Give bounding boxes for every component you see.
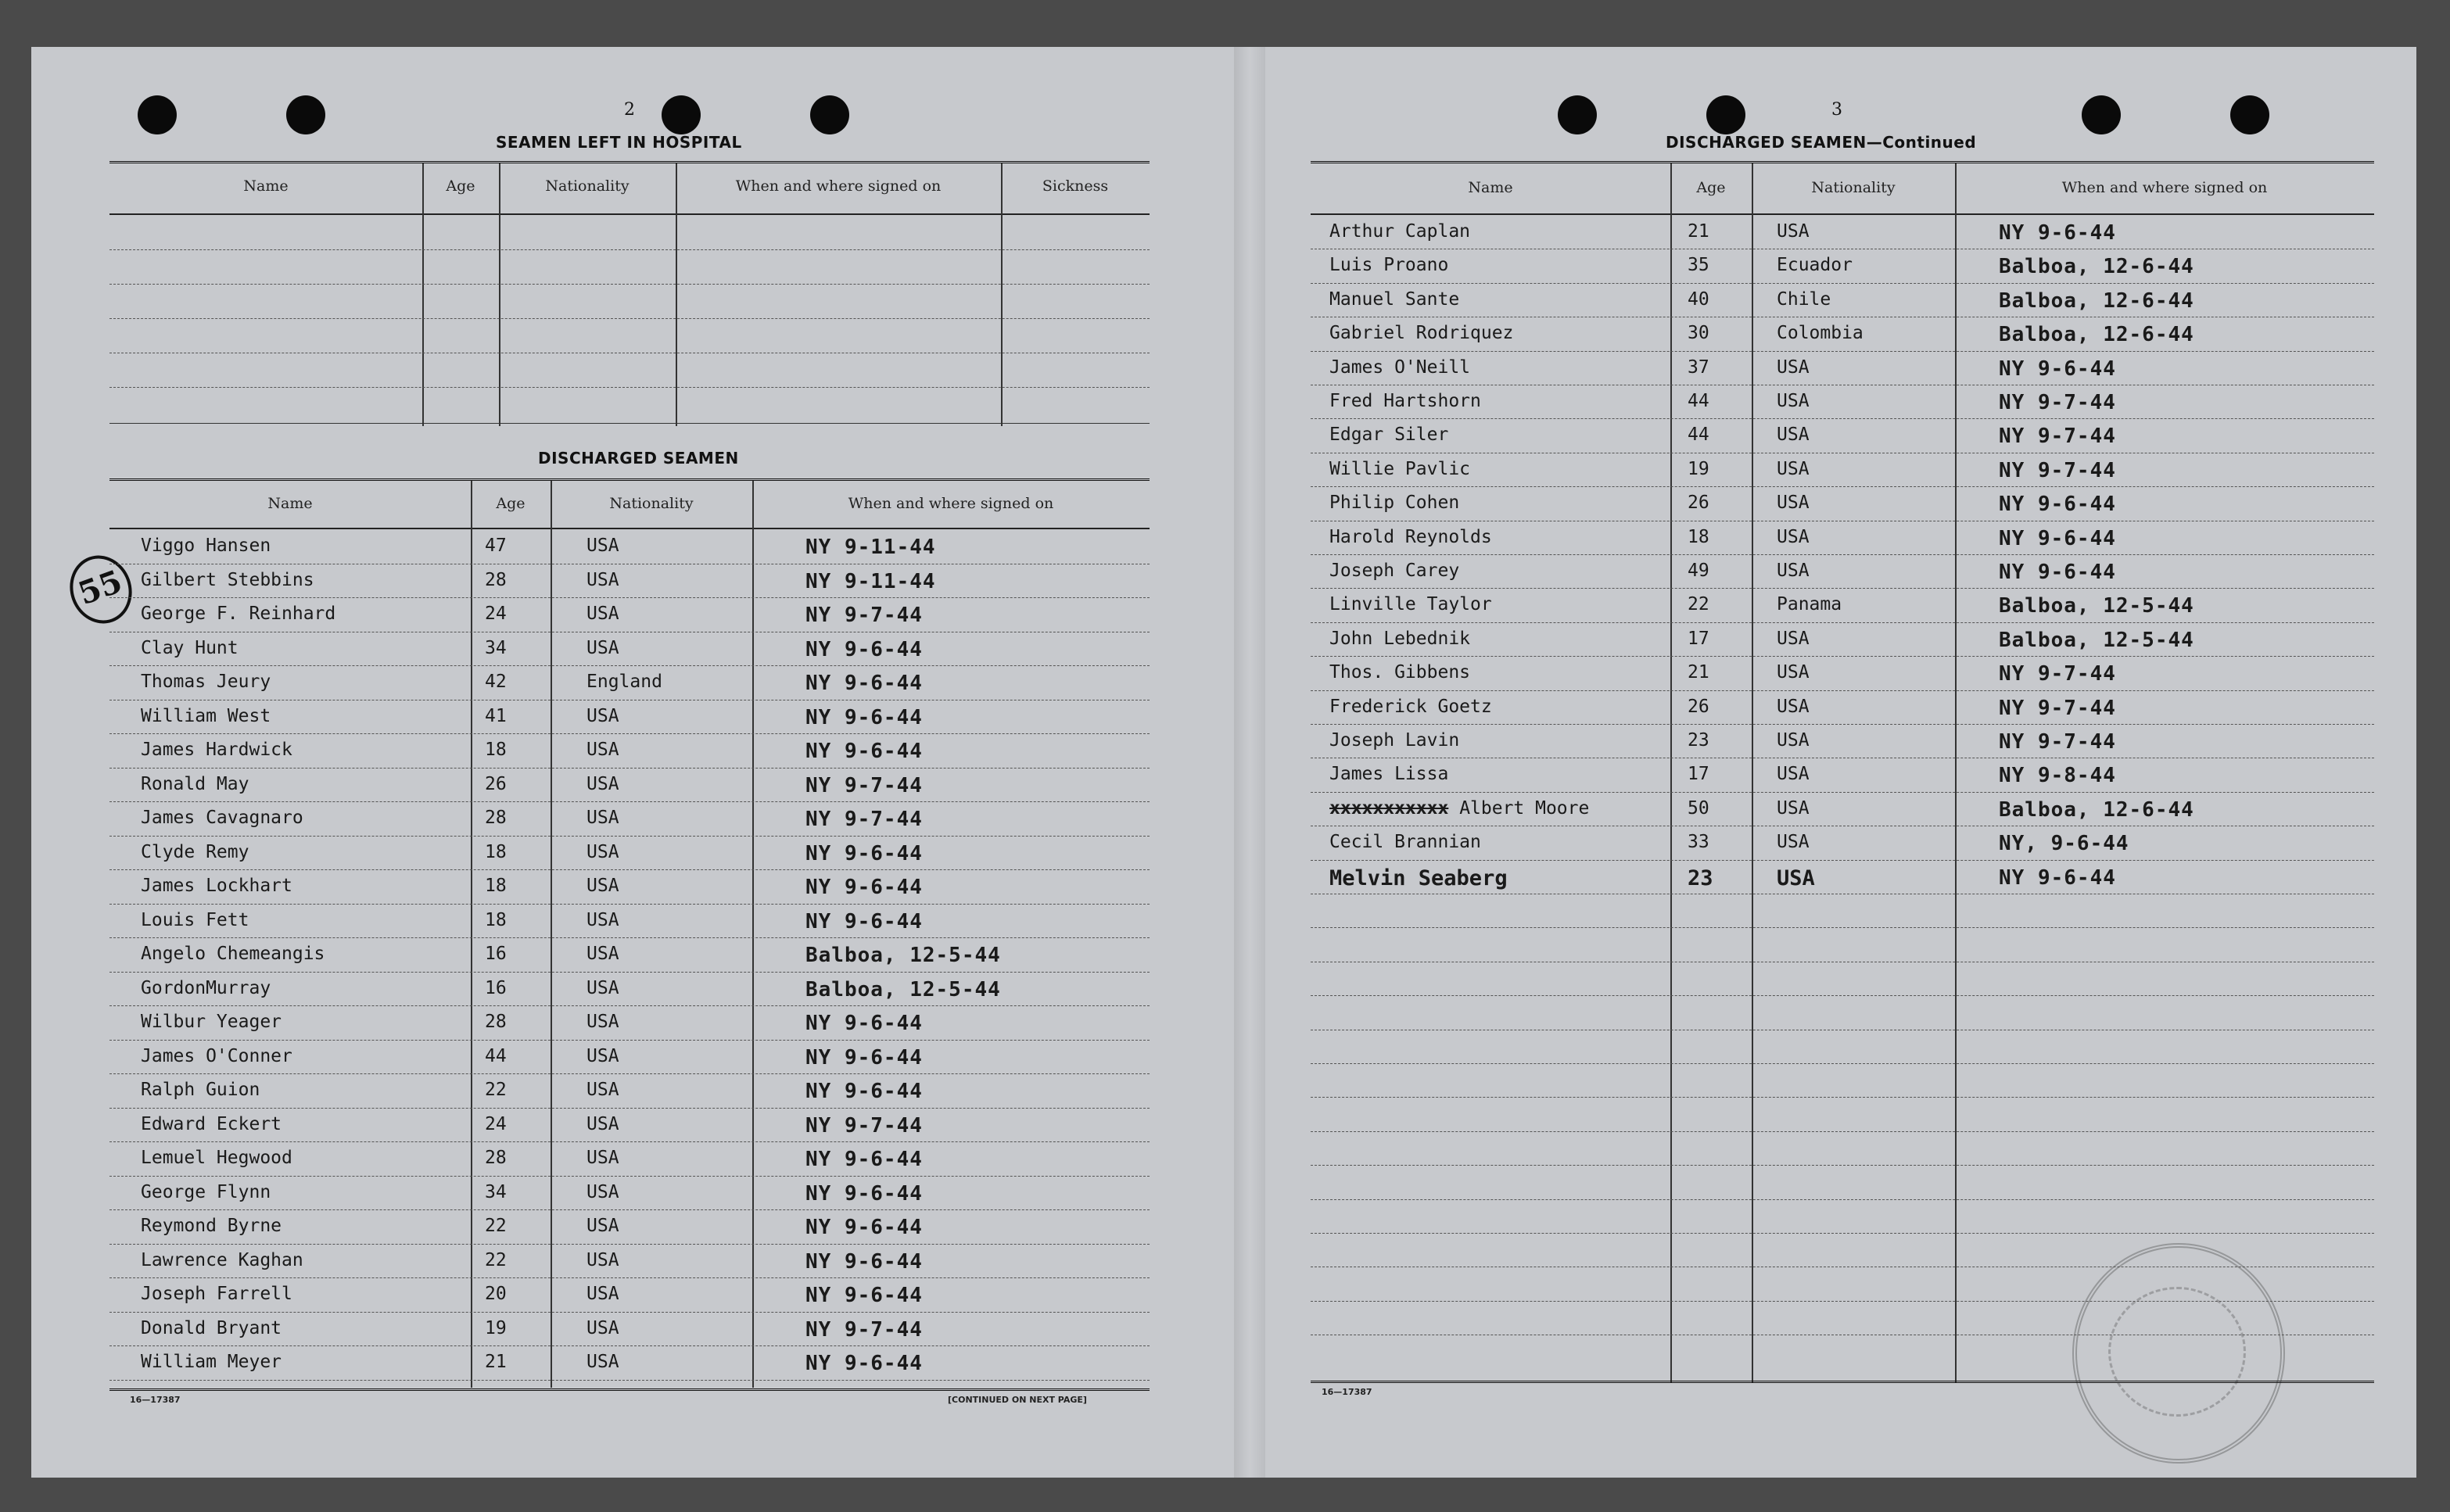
seaman-signed-on: NY 9-7-44	[805, 1317, 923, 1342]
seaman-age: 22	[485, 1080, 507, 1100]
col-header-age: Age	[496, 495, 526, 512]
seaman-row	[1311, 554, 2374, 588]
seaman-age: 22	[485, 1249, 507, 1270]
seaman-signed-on: NY, 9-6-44	[1999, 832, 2129, 856]
seaman-name: Arthur Caplan	[1329, 221, 1471, 242]
page-number-right: 3	[1831, 100, 1842, 120]
discharged-continued-title	[1666, 133, 1976, 152]
seaman-row	[1311, 453, 2374, 486]
page-fold	[1234, 47, 1265, 1478]
seaman-row	[109, 1277, 1150, 1312]
punch-hole	[138, 95, 177, 134]
seaman-name: Clay Hunt	[141, 637, 239, 658]
seaman-row	[109, 529, 1150, 564]
seaman-row	[1311, 521, 2374, 554]
document-paper	[31, 47, 2416, 1478]
seaman-nationality: USA	[586, 1352, 619, 1372]
seaman-age: 16	[485, 944, 507, 964]
seaman-signed-on: NY 9-6-44	[805, 1080, 923, 1103]
seaman-age: 42	[485, 672, 507, 692]
seaman-row	[109, 937, 1150, 972]
seaman-row	[109, 1312, 1150, 1346]
seaman-name: Lemuel Hegwood	[141, 1148, 292, 1168]
seaman-age: 22	[1688, 594, 1709, 615]
punch-hole	[2230, 95, 2269, 134]
seaman-nationality: USA	[586, 841, 619, 862]
row-rule	[1311, 1233, 2374, 1234]
seaman-nationality: USA	[1777, 764, 1810, 785]
seaman-nationality: USA	[1777, 526, 1810, 547]
seaman-name-text: Albert Moore	[1459, 797, 1590, 819]
seaman-age: 22	[485, 1216, 507, 1236]
seaman-nationality: USA	[586, 1012, 619, 1032]
discharged-rows-left	[109, 529, 1150, 1388]
seaman-name: Joseph Carey	[1329, 561, 1460, 581]
seaman-row	[109, 972, 1150, 1006]
seaman-age: 50	[1688, 797, 1709, 819]
seaman-signed-on: NY 9-6-44	[805, 705, 923, 729]
seaman-name: Willie Pavlic	[1329, 458, 1471, 479]
seaman-age: 23	[1688, 730, 1709, 751]
seaman-nationality: USA	[1777, 458, 1810, 479]
discharged-table-left	[109, 478, 1150, 1388]
seaman-signed-on: NY 9-6-44	[805, 1181, 923, 1206]
seaman-name: Edgar Siler	[1329, 425, 1449, 446]
seaman-nationality: England	[586, 672, 662, 692]
seaman-name: Ralph Guion	[141, 1080, 260, 1100]
seaman-nationality: USA	[586, 1249, 619, 1270]
seaman-age: 18	[1688, 526, 1709, 547]
seaman-signed-on: NY 9-6-44	[805, 1012, 923, 1035]
seaman-signed-on: NY 9-6-44	[805, 740, 923, 763]
discharged-table-right	[1311, 161, 2374, 1383]
seaman-row	[109, 1209, 1150, 1244]
seaman-age: 34	[485, 637, 507, 658]
seaman-signed-on: NY 9-7-44	[805, 604, 923, 627]
seaman-row	[109, 1073, 1150, 1108]
row-rule	[1311, 927, 2374, 928]
seaman-signed-on: NY 9-7-44	[1999, 730, 2116, 754]
seaman-name: James Lissa	[1329, 764, 1449, 785]
seaman-signed-on: Balboa, 12-5-44	[805, 977, 1001, 1001]
seaman-name: Manuel Sante	[1329, 288, 1460, 310]
seaman-age: 26	[485, 773, 507, 794]
seaman-row	[1311, 249, 2374, 282]
seaman-name: Cecil Brannian	[1329, 832, 1481, 853]
seaman-row	[109, 1141, 1150, 1176]
seaman-nationality: USA	[1777, 561, 1810, 581]
seaman-age: 30	[1688, 323, 1709, 344]
seaman-name: Ronald May	[141, 773, 249, 794]
seaman-row	[109, 801, 1150, 836]
seaman-name: Lawrence Kaghan	[141, 1249, 303, 1270]
seaman-name: George F. Reinhard	[141, 604, 336, 624]
seaman-row	[1311, 317, 2374, 350]
seaman-age: 19	[485, 1317, 507, 1338]
seaman-age: 18	[485, 876, 507, 896]
seaman-row	[109, 632, 1150, 666]
form-number-left: 16—17387	[130, 1395, 181, 1405]
seaman-row	[1311, 860, 2374, 894]
seaman-nationality: USA	[586, 536, 619, 556]
seaman-row	[1311, 792, 2374, 826]
seaman-row	[1311, 622, 2374, 656]
seaman-signed-on: NY 9-7-44	[1999, 458, 2116, 482]
seaman-signed-on: NY 9-6-44	[805, 909, 923, 933]
seaman-signed-on: NY 9-7-44	[805, 1113, 923, 1138]
punch-hole	[1558, 95, 1597, 134]
seaman-nationality: USA	[586, 1045, 619, 1066]
seaman-age: 34	[485, 1181, 507, 1202]
seaman-row	[109, 1108, 1150, 1142]
seaman-nationality: USA	[1777, 628, 1810, 649]
seaman-nationality: USA	[586, 637, 619, 658]
seaman-row	[1311, 588, 2374, 622]
col-header-name: Name	[267, 495, 313, 512]
seaman-age: 20	[485, 1284, 507, 1304]
seaman-name: Philip Cohen	[1329, 493, 1460, 514]
seaman-name: Thos. Gibbens	[1329, 662, 1471, 683]
seaman-nationality: USA	[1777, 391, 1810, 411]
col-header-age: Age	[1696, 179, 1726, 196]
seaman-row	[1311, 215, 2374, 249]
discharged-rows-right	[1311, 215, 2374, 1383]
title-text: DISCHARGED SEAMEN	[1666, 133, 1867, 152]
seaman-name: Fred Hartshorn	[1329, 391, 1481, 411]
seaman-age: 18	[485, 841, 507, 862]
struck-text: xxxxxxxxxxx	[1329, 797, 1449, 819]
seaman-name: Joseph Lavin	[1329, 730, 1460, 751]
row-rule	[1311, 1097, 2374, 1098]
seaman-signed-on: Balboa, 12-5-44	[1999, 594, 2194, 618]
seaman-signed-on: NY 9-6-44	[805, 841, 923, 865]
seaman-name: Melvin Seaberg	[1329, 865, 1508, 890]
col-header-nationality: Nationality	[545, 177, 630, 195]
seaman-signed-on: NY 9-6-44	[1999, 526, 2116, 550]
seaman-name: Harold Reynolds	[1329, 526, 1492, 547]
seaman-signed-on: NY 9-6-44	[1999, 357, 2116, 381]
seaman-row	[1311, 283, 2374, 317]
seaman-name: Viggo Hansen	[141, 536, 271, 556]
seaman-row	[1311, 724, 2374, 758]
seaman-row	[109, 904, 1150, 938]
punch-hole	[1706, 95, 1745, 134]
seaman-name: Donald Bryant	[141, 1317, 282, 1338]
hospital-table	[109, 161, 1150, 426]
seaman-name: Gabriel Rodriquez	[1329, 323, 1514, 344]
seaman-signed-on: Balboa, 12-6-44	[1999, 255, 2194, 279]
row-rule	[1311, 1199, 2374, 1200]
seaman-signed-on: NY 9-7-44	[1999, 391, 2116, 414]
seaman-signed-on: NY 9-8-44	[1999, 764, 2116, 788]
seaman-row	[1311, 486, 2374, 520]
seaman-age: 26	[1688, 493, 1709, 514]
seaman-nationality: USA	[586, 909, 619, 930]
seaman-nationality: USA	[586, 569, 619, 590]
row-rule	[1311, 1165, 2374, 1166]
seaman-signed-on: NY 9-6-44	[805, 876, 923, 899]
seaman-signed-on: Balboa, 12-6-44	[1999, 288, 2194, 313]
seaman-signed-on: NY 9-7-44	[805, 808, 923, 831]
seaman-signed-on: NY 9-7-44	[805, 773, 923, 797]
col-header-name: Name	[243, 177, 289, 195]
col-header-signed-on: When and where signed on	[848, 495, 1054, 512]
page-number-left: 2	[624, 100, 635, 120]
seaman-row	[109, 1176, 1150, 1210]
col-header-signed-on: When and where signed on	[735, 177, 942, 195]
seaman-name: Luis Proano	[1329, 255, 1449, 276]
col-header-age: Age	[446, 177, 475, 195]
seaman-name: Clyde Remy	[141, 841, 249, 862]
seaman-row	[109, 836, 1150, 870]
seaman-age: 37	[1688, 357, 1709, 378]
seaman-signed-on: NY 9-6-44	[1999, 221, 2116, 245]
hospital-title: SEAMEN LEFT IN HOSPITAL	[496, 133, 742, 152]
seaman-row	[109, 1040, 1150, 1074]
seaman-name	[1329, 798, 1589, 819]
seaman-name: William Meyer	[141, 1352, 282, 1372]
seaman-nationality: USA	[586, 808, 619, 828]
seaman-signed-on: NY 9-6-44	[1999, 493, 2116, 517]
seaman-row	[1311, 690, 2374, 724]
seaman-nationality: Ecuador	[1777, 255, 1853, 276]
seaman-row	[109, 1345, 1150, 1380]
col-header-sickness: Sickness	[1042, 177, 1109, 195]
seaman-nationality: USA	[586, 1216, 619, 1236]
seaman-age: 44	[485, 1045, 507, 1066]
seaman-signed-on: Balboa, 12-6-44	[1999, 797, 2194, 822]
seaman-age: 19	[1688, 458, 1709, 479]
seaman-name: James Hardwick	[141, 740, 292, 760]
seaman-nationality: USA	[1777, 493, 1810, 514]
col-header-nationality: Nationality	[609, 495, 694, 512]
seaman-nationality: USA	[1777, 425, 1810, 446]
seaman-signed-on: NY 9-6-44	[805, 1284, 923, 1307]
seaman-signed-on: NY 9-6-44	[805, 637, 923, 661]
seaman-age: 44	[1688, 391, 1709, 411]
seaman-row	[109, 1244, 1150, 1278]
seaman-nationality: USA	[586, 604, 619, 624]
seaman-row	[109, 597, 1150, 632]
seaman-age: 28	[485, 569, 507, 590]
seaman-nationality: USA	[1777, 221, 1810, 242]
discharged-title: DISCHARGED SEAMEN	[538, 449, 739, 468]
punch-hole	[810, 95, 849, 134]
row-rule	[109, 1380, 1150, 1381]
seaman-signed-on: NY 9-6-44	[805, 1148, 923, 1171]
title-continued: —Continued	[1866, 133, 1977, 152]
seaman-nationality: Chile	[1777, 288, 1831, 310]
row-rule	[1311, 1301, 2374, 1302]
seaman-age: 21	[485, 1352, 507, 1372]
seaman-age: 21	[1688, 221, 1709, 242]
seaman-name: Wilbur Yeager	[141, 1012, 282, 1032]
col-header-nationality: Nationality	[1811, 179, 1896, 196]
form-number-right: 16—17387	[1322, 1387, 1372, 1397]
seaman-row	[1311, 826, 2374, 859]
seaman-nationality: USA	[586, 1148, 619, 1168]
seaman-nationality: USA	[1777, 357, 1810, 378]
seaman-name: Edward Eckert	[141, 1113, 282, 1134]
seaman-row	[109, 869, 1150, 904]
seaman-age: 17	[1688, 628, 1709, 649]
seaman-nationality: USA	[1777, 662, 1810, 683]
seaman-row	[1311, 385, 2374, 418]
seaman-signed-on: Balboa, 12-6-44	[1999, 323, 2194, 347]
punch-hole	[662, 95, 701, 134]
seaman-signed-on: NY 9-6-44	[805, 1249, 923, 1274]
seaman-name: Angelo Chemeangis	[141, 944, 325, 964]
seaman-age: 21	[1688, 662, 1709, 683]
margin-mark: 55	[60, 546, 141, 632]
seaman-age: 41	[485, 705, 507, 726]
punch-hole	[2082, 95, 2121, 134]
seaman-nationality: Panama	[1777, 594, 1842, 615]
seaman-age: 23	[1688, 865, 1713, 890]
seaman-row	[109, 665, 1150, 700]
seaman-row	[109, 700, 1150, 734]
seaman-nationality: USA	[1777, 696, 1810, 717]
seaman-nationality: USA	[586, 740, 619, 760]
seaman-nationality: USA	[586, 773, 619, 794]
seaman-age: 28	[485, 1148, 507, 1168]
seaman-age: 16	[485, 977, 507, 998]
seaman-name: George Flynn	[141, 1181, 271, 1202]
seaman-name: Reymond Byrne	[141, 1216, 282, 1236]
seaman-signed-on: NY 9-7-44	[1999, 425, 2116, 449]
seaman-signed-on: Balboa, 12-5-44	[1999, 628, 2194, 652]
seaman-name: Linville Taylor	[1329, 594, 1492, 615]
seaman-age: 40	[1688, 288, 1709, 310]
seaman-age: 28	[485, 808, 507, 828]
seaman-name: William West	[141, 705, 271, 726]
continued-note: [CONTINUED ON NEXT PAGE]	[948, 1395, 1087, 1405]
seaman-name: James O'Conner	[141, 1045, 292, 1066]
seaman-signed-on: NY 9-6-44	[805, 1045, 923, 1070]
seaman-signed-on: NY 9-6-44	[1999, 865, 2116, 890]
seaman-age: 26	[1688, 696, 1709, 717]
seaman-nationality: USA	[586, 1317, 619, 1338]
seaman-age: 24	[485, 604, 507, 624]
seaman-age: 18	[485, 740, 507, 760]
row-rule	[1311, 1131, 2374, 1132]
seaman-age: 24	[485, 1113, 507, 1134]
seaman-name: James O'Neill	[1329, 357, 1471, 378]
seaman-nationality: Colombia	[1777, 323, 1864, 344]
seaman-signed-on: NY 9-7-44	[1999, 662, 2116, 686]
seaman-signed-on: NY 9-6-44	[805, 1352, 923, 1375]
seaman-row	[109, 1005, 1150, 1040]
seaman-row	[109, 768, 1150, 802]
seaman-nationality: USA	[1777, 865, 1815, 890]
seaman-age: 17	[1688, 764, 1709, 785]
seaman-nationality: USA	[586, 1181, 619, 1202]
seaman-nationality: USA	[586, 944, 619, 964]
seaman-signed-on: NY 9-7-44	[1999, 696, 2116, 720]
col-header-name: Name	[1468, 179, 1513, 196]
seaman-age: 49	[1688, 561, 1709, 581]
seaman-nationality: USA	[586, 1113, 619, 1134]
seaman-row	[109, 564, 1150, 598]
row-rule	[1311, 1063, 2374, 1064]
seaman-row	[109, 733, 1150, 768]
seaman-nationality: USA	[586, 1080, 619, 1100]
seaman-name: Gilbert Stebbins	[141, 569, 314, 590]
seaman-name: Louis Fett	[141, 909, 249, 930]
seaman-nationality: USA	[1777, 797, 1810, 819]
seaman-age: 33	[1688, 832, 1709, 853]
seaman-row	[1311, 418, 2374, 452]
seaman-nationality: USA	[586, 876, 619, 896]
seaman-signed-on: NY 9-6-44	[1999, 561, 2116, 584]
seaman-nationality: USA	[586, 705, 619, 726]
seaman-name: Thomas Jeury	[141, 672, 271, 692]
seaman-age: 18	[485, 909, 507, 930]
row-rule	[1311, 995, 2374, 996]
col-header-signed-on: When and where signed on	[2061, 179, 2268, 196]
seaman-name: Frederick Goetz	[1329, 696, 1492, 717]
seaman-nationality: USA	[586, 1284, 619, 1304]
seaman-name: GordonMurray	[141, 977, 271, 998]
seaman-row	[1311, 656, 2374, 690]
seaman-nationality: USA	[1777, 730, 1810, 751]
seaman-age: 35	[1688, 255, 1709, 276]
seaman-age: 44	[1688, 425, 1709, 446]
seaman-signed-on: NY 9-6-44	[805, 672, 923, 695]
seaman-signed-on: NY 9-6-44	[805, 1216, 923, 1239]
seaman-name: John Lebednik	[1329, 628, 1471, 649]
punch-hole	[286, 95, 325, 134]
seaman-nationality: USA	[586, 977, 619, 998]
seaman-row	[1311, 758, 2374, 791]
seaman-age: 28	[485, 1012, 507, 1032]
seaman-age: 47	[485, 536, 507, 556]
seaman-name: James Cavagnaro	[141, 808, 303, 828]
seaman-signed-on: Balboa, 12-5-44	[805, 944, 1001, 967]
seaman-nationality: USA	[1777, 832, 1810, 853]
seaman-row	[1311, 351, 2374, 385]
seaman-signed-on: NY 9-11-44	[805, 536, 936, 559]
seaman-signed-on: NY 9-11-44	[805, 569, 936, 593]
seaman-name: Joseph Farrell	[141, 1284, 292, 1304]
seaman-name: James Lockhart	[141, 876, 292, 896]
